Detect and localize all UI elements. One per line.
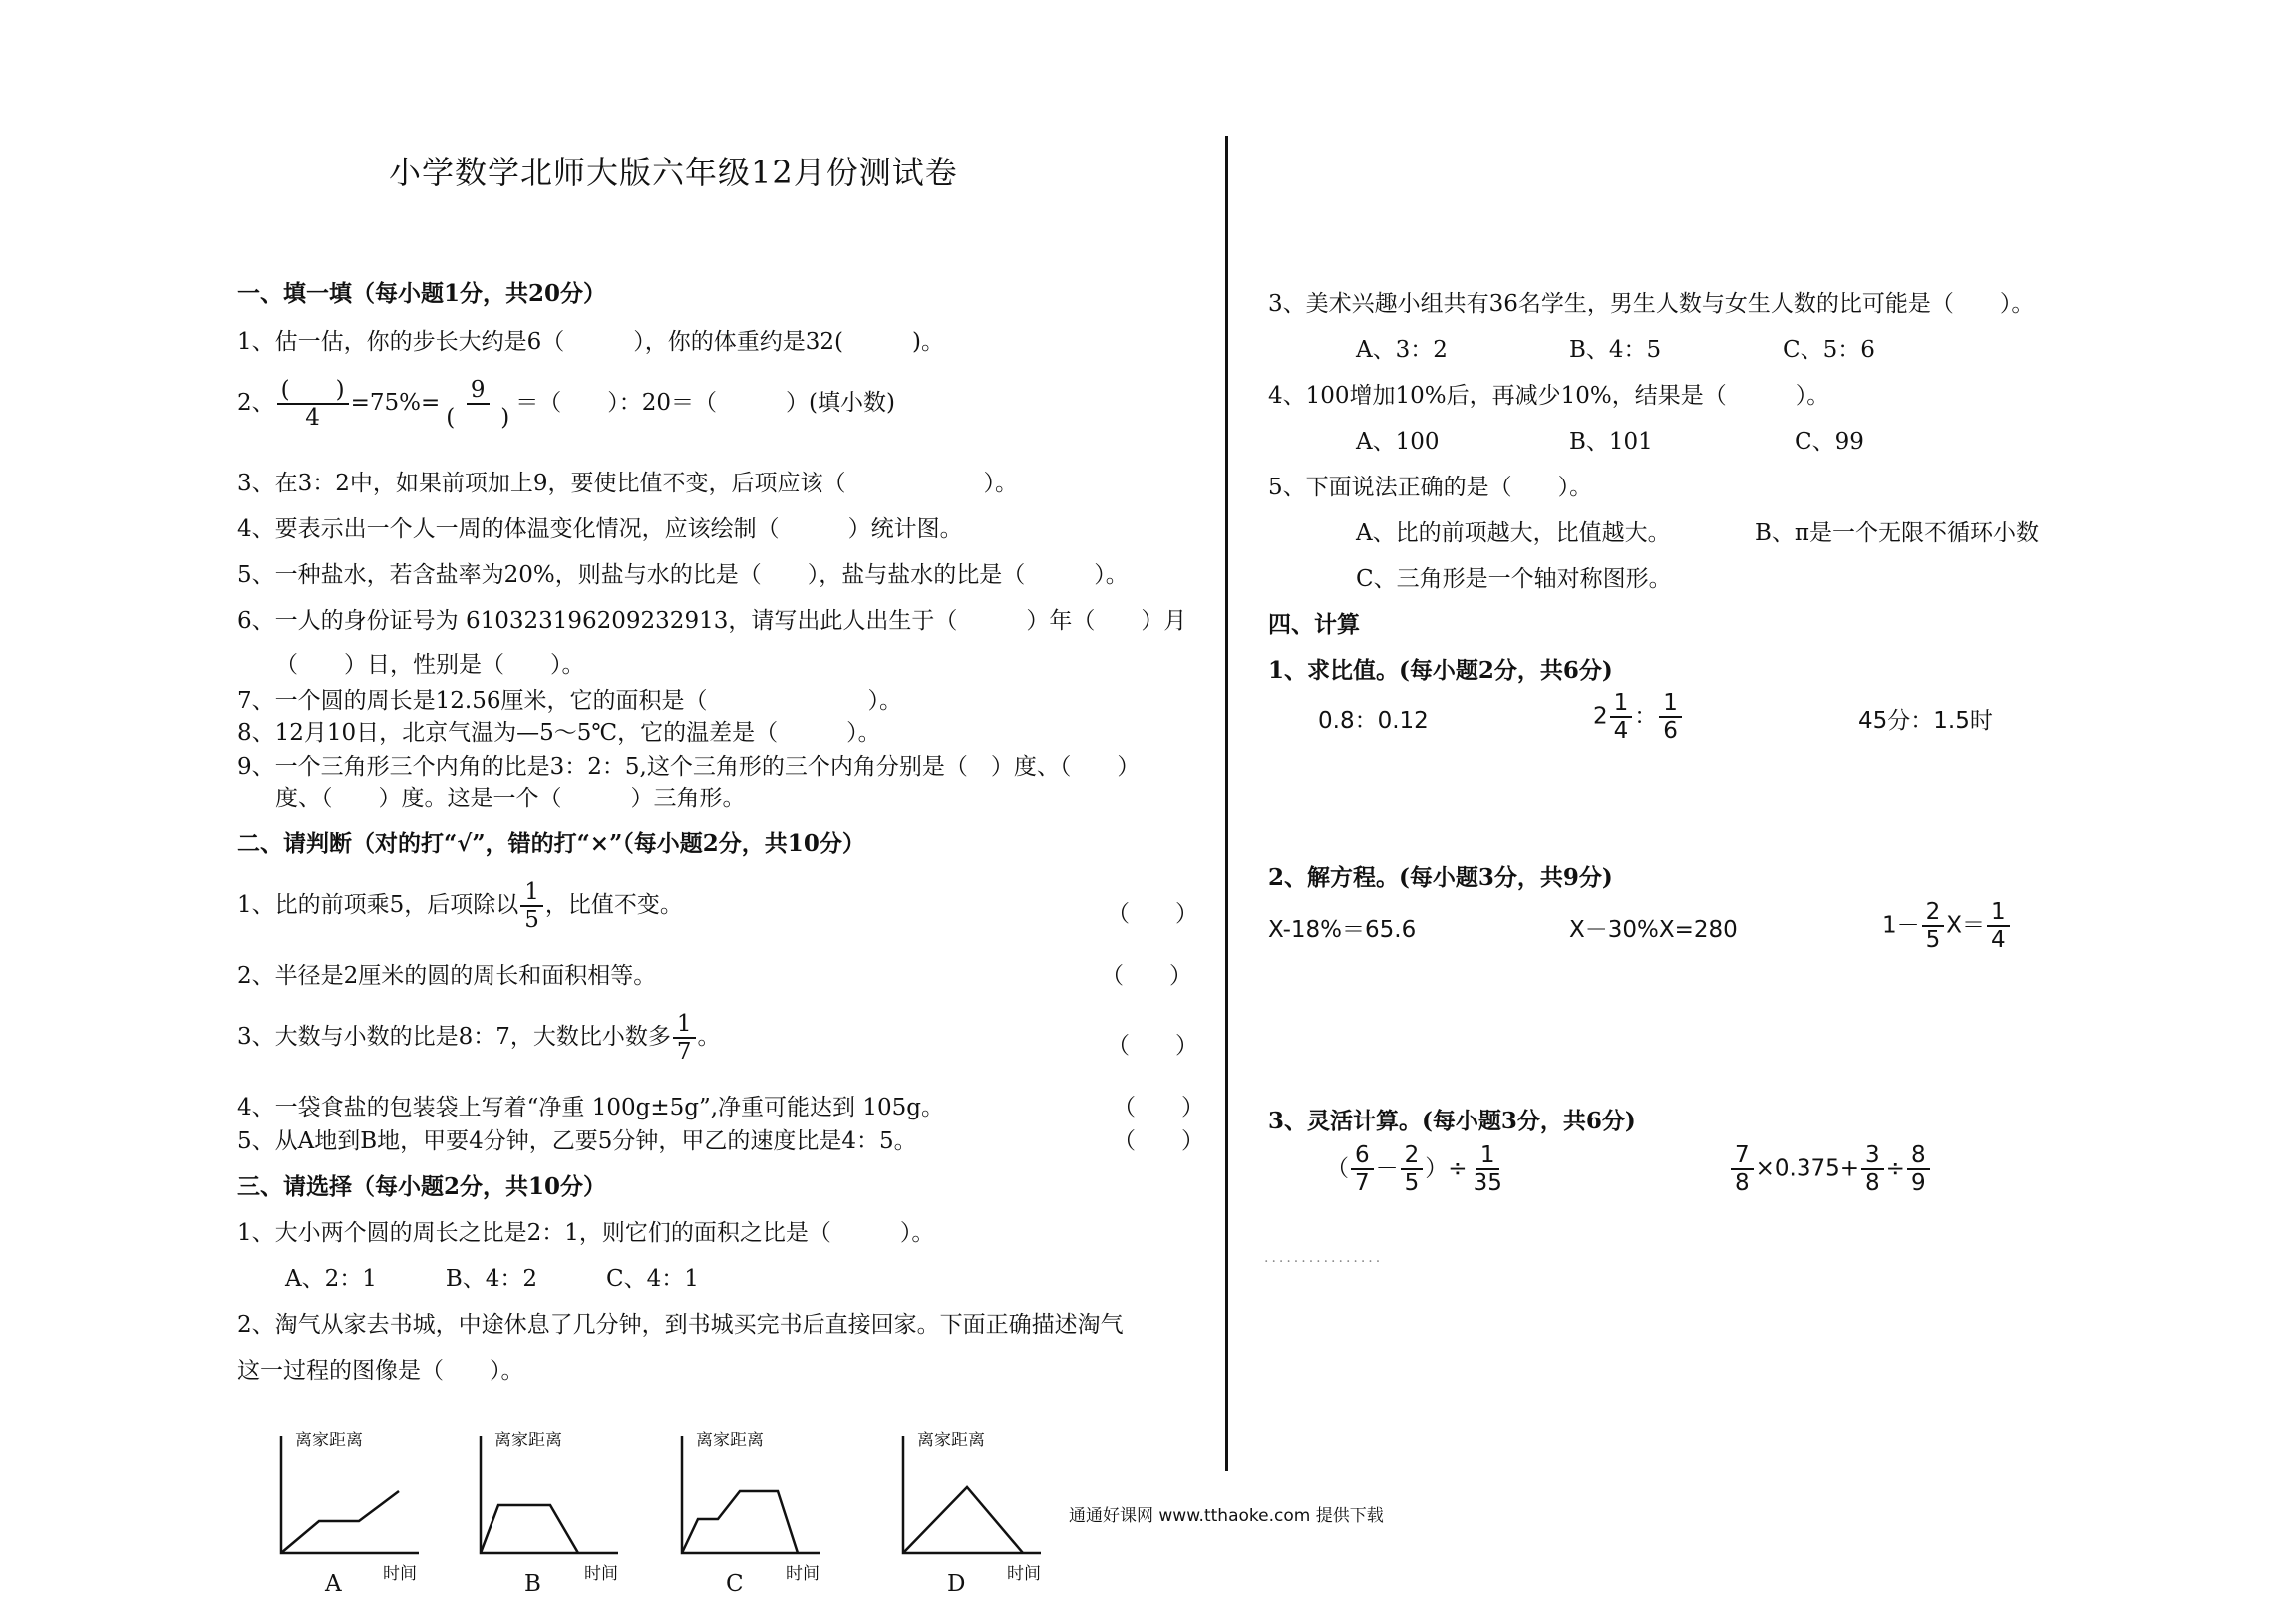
fraction: $\frac{2}{5}$ — [1922, 899, 1945, 953]
graph-d-ylabel: 离家距离 — [917, 1431, 985, 1450]
graph-d-letter: D — [947, 1571, 966, 1597]
graph-d-xlabel: 时间 — [1007, 1564, 1041, 1584]
s2-q1-answer-paren: （ ） — [1107, 901, 1198, 927]
s1-q2: 2、 $\frac{( )}{4}$ =75%= $\frac{9}{( )}$ ＝（ ）：20＝（ ）(填小数) — [237, 377, 895, 431]
s3-q3: 3、美术兴趣小组共有36名学生，男生人数与女生人数的比可能是（ ）。 — [1268, 291, 2035, 317]
fraction: $\frac{1}{6}$ — [1659, 690, 1682, 744]
graph-c-xlabel: 时间 — [786, 1564, 820, 1584]
s3-q3-opt-a: A、3：2 — [1356, 337, 1448, 363]
fraction: $\frac{8}{9}$ — [1907, 1142, 1930, 1196]
s4-q2-b: X－30%X=280 — [1569, 917, 1738, 943]
s4-q1-b: 2 $\frac{1}{4}$ ： $\frac{1}{6}$ — [1593, 690, 1684, 744]
graph-b-ylabel: 离家距离 — [494, 1431, 562, 1450]
graph-c-axes — [682, 1436, 820, 1553]
graph-b-xlabel: 时间 — [584, 1564, 618, 1584]
s1-q6a: 6、一人的身份证号为 610323196209232913，请写出此人出生于（ ）年（ ）月 — [237, 608, 1187, 634]
footer-credit: 通通好课网 www.tthaoke.com 提供下载 — [1069, 1506, 1384, 1526]
column-divider — [1225, 136, 1228, 1471]
s2-q4: 4、一袋食盐的包装袋上写着“净重 100g±5g”,净重可能达到 105g。 — [237, 1095, 944, 1120]
s4-q1-c: 45分：1.5时 — [1858, 708, 1993, 734]
s2-q2-answer-paren: （ ） — [1101, 963, 1192, 989]
graph-b-line — [481, 1505, 578, 1553]
fraction: $\frac{( )}{4}$ — [277, 377, 349, 431]
s3-q4-opt-a: A、100 — [1356, 429, 1440, 455]
page-title: 小学数学北师大版六年级12月份测试卷 — [389, 154, 958, 191]
fraction: $\frac{9}{( )}$ — [446, 377, 510, 431]
s4-q2-a: X-18%＝65.6 — [1268, 917, 1417, 943]
fraction: $\frac{1}{35}$ — [1473, 1142, 1502, 1196]
graph-a-letter: A — [325, 1571, 342, 1597]
s4-q2-c: 1－ $\frac{2}{5}$ X＝ $\frac{1}{4}$ — [1882, 899, 2012, 953]
graph-c-ylabel: 离家距离 — [696, 1431, 764, 1450]
section-4-heading: 四、计算 — [1268, 611, 1360, 638]
s3-q4-opt-b: B、101 — [1569, 429, 1653, 455]
s3-q2b: 这一过程的图像是（ ）。 — [237, 1358, 524, 1384]
s3-q1-options: A、2：1 B、4：2 C、4：1 — [285, 1266, 699, 1292]
s4-q1-heading: 1、求比值。(每小题2分，共6分) — [1268, 657, 1613, 684]
fraction: $\frac{2}{5}$ — [1401, 1142, 1424, 1196]
dotted-line: ................ — [1264, 1250, 1384, 1266]
s3-q5: 5、下面说法正确的是（ ）。 — [1268, 475, 1593, 500]
s1-q6b: （ ）日，性别是（ ）。 — [275, 652, 585, 678]
s4-q2-heading: 2、解方程。(每小题3分，共9分) — [1268, 864, 1613, 891]
fraction: $\frac{3}{8}$ — [1861, 1142, 1884, 1196]
s1-q1: 1、估一估，你的步长大约是6（ ），你的体重约是32( )。 — [237, 329, 944, 355]
s1-q4: 4、要表示出一个人一周的体温变化情况，应该绘制（ ）统计图。 — [237, 516, 963, 542]
section-2-heading: 二、请判断（对的打“√”，错的打“×”（每小题2分，共10分） — [237, 830, 865, 857]
s4-q3-b: $\frac{7}{8}$ ×0.375+ $\frac{3}{8}$ ÷ $\frac{8}{9}$ — [1729, 1142, 1932, 1196]
s2-q5: 5、从A地到B地，甲要4分钟，乙要5分钟，甲乙的速度比是4：5。 — [237, 1128, 917, 1154]
s3-q2a: 2、淘气从家去书城，中途休息了几分钟，到书城买完书后直接回家。下面正确描述淘气 — [237, 1312, 1124, 1338]
fraction: $\frac{1}{4}$ — [1610, 690, 1633, 744]
fraction: $\frac{1}{5}$ — [520, 879, 543, 933]
graph-c-line — [682, 1491, 798, 1553]
graph-a-line — [281, 1491, 399, 1553]
s2-q3: 3、大数与小数的比是8：7，大数比小数多 $\frac{1}{7}$ 。 — [237, 1011, 721, 1065]
s1-q8: 8、12月10日，北京气温为—5～5℃，它的温差是（ ）。 — [237, 720, 881, 746]
graph-b-letter: B — [524, 1571, 541, 1597]
s2-q3-answer-paren: （ ） — [1107, 1033, 1198, 1059]
s2-q1: 1、比的前项乘5，后项除以 $\frac{1}{5}$ ，比值不变。 — [237, 879, 683, 933]
graph-a-ylabel: 离家距离 — [295, 1431, 363, 1450]
section-1-heading: 一、填一填（每小题1分，共20分） — [237, 280, 607, 307]
s1-q7: 7、一个圆的周长是12.56厘米，它的面积是（ ）。 — [237, 688, 902, 714]
s3-q4: 4、100增加10%后，再减少10%，结果是（ ）。 — [1268, 383, 1830, 409]
s3-q1: 1、大小两个圆的周长之比是2：1，则它们的面积之比是（ ）。 — [237, 1220, 935, 1246]
s4-q1-a: 0.8：0.12 — [1318, 708, 1429, 734]
s3-q5-opt-b: B、π是一个无限不循环小数 — [1755, 520, 2040, 546]
fraction: $\frac{1}{7}$ — [673, 1011, 696, 1065]
s4-q3-heading: 3、灵活计算。(每小题3分，共6分) — [1268, 1108, 1636, 1134]
fraction: $\frac{1}{4}$ — [1987, 899, 2010, 953]
s3-q3-opt-c: C、5：6 — [1783, 337, 1875, 363]
graph-d-line — [903, 1487, 1023, 1553]
s2-q5-answer-paren: （ ） — [1113, 1128, 1204, 1154]
graph-c-letter: C — [726, 1571, 744, 1597]
s1-q9b: 度、（ ）度。这是一个（ ）三角形。 — [275, 786, 746, 811]
s3-q5-opt-a: A、比的前项越大，比值越大。 — [1356, 520, 1671, 546]
graph-a-xlabel: 时间 — [383, 1564, 417, 1584]
fraction: $\frac{7}{8}$ — [1731, 1142, 1754, 1196]
s3-q5-opt-c: C、三角形是一个轴对称图形。 — [1356, 566, 1672, 592]
s1-q9a: 9、一个三角形三个内角的比是3：2：5,这个三角形的三个内角分别是（ ）度、（ ） — [237, 754, 1141, 780]
s1-q3: 3、在3：2中，如果前项加上9，要使比值不变，后项应该（ ）。 — [237, 471, 1019, 496]
s4-q3-a: （ $\frac{6}{7}$ － $\frac{2}{5}$ ）÷ $\frac{1}{35}$ — [1326, 1142, 1508, 1196]
s2-q4-answer-paren: （ ） — [1113, 1095, 1204, 1120]
graph-b-axes — [481, 1436, 618, 1553]
s3-q4-opt-c: C、99 — [1795, 429, 1864, 455]
s3-q3-opt-b: B、4：5 — [1569, 337, 1662, 363]
s2-q2: 2、半径是2厘米的圆的周长和面积相等。 — [237, 963, 657, 989]
s1-q5: 5、一种盐水，若含盐率为20%，则盐与水的比是（ ），盐与盐水的比是（ ）。 — [237, 562, 1129, 588]
fraction: $\frac{6}{7}$ — [1351, 1142, 1374, 1196]
section-3-heading: 三、请选择（每小题2分，共10分） — [237, 1173, 607, 1200]
